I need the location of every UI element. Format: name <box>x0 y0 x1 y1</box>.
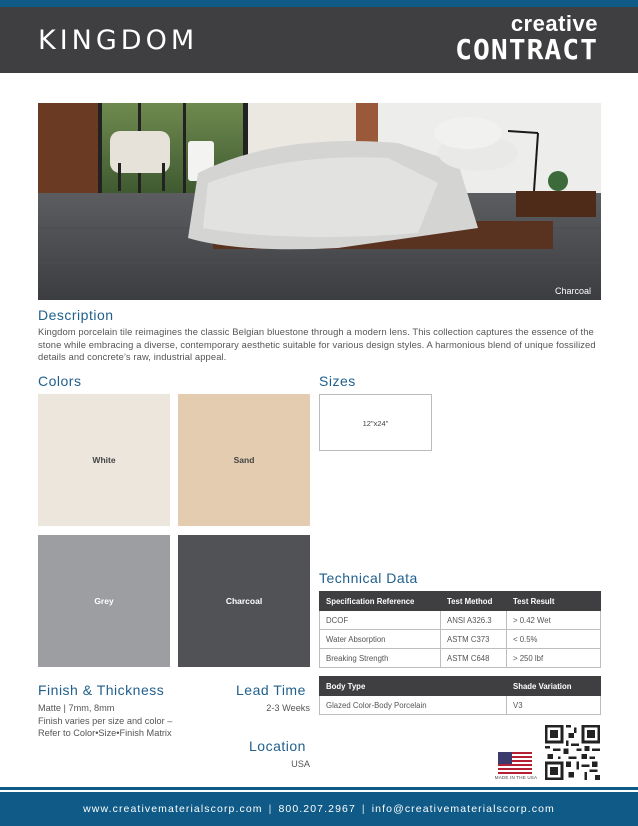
location-heading: Location <box>249 738 306 754</box>
header-bar <box>0 7 638 73</box>
description-text: Kingdom porcelain tile reimagines the classic Belgian bluestone through a modern lens. This collection captures the essence of the stone while embracing a diverse, contemporary aesthetic suitable for various design styles. A harmonious blend of unique fossilized details and concrete’s raw, industrial appeal. <box>38 326 596 363</box>
table-cell: ANSI A326.3 <box>441 611 507 630</box>
sizes-heading: Sizes <box>319 373 356 389</box>
swatch-grey-label: Grey <box>94 596 114 606</box>
table-cell: Water Absorption <box>320 630 441 649</box>
product-title: KINGDOM <box>38 25 199 56</box>
finish-heading: Finish & Thickness <box>38 682 165 698</box>
bedroom-scene-illustration <box>38 103 601 300</box>
made-in-usa-label: MADE IN THE USA <box>494 775 538 780</box>
swatch-white-label: White <box>92 455 116 465</box>
colors-heading: Colors <box>38 373 82 389</box>
table-cell: < 0.5% <box>507 630 601 649</box>
finish-text <box>38 702 228 740</box>
brand-logo-top: creative <box>510 11 598 36</box>
footer-email-link[interactable]: info@creativematerialscorp.com <box>371 803 555 815</box>
description-heading: Description <box>38 307 114 323</box>
swatch-grey[interactable] <box>38 535 170 667</box>
table-header-cell: Shade Variation <box>507 677 601 696</box>
size-option-12x24[interactable] <box>319 394 432 451</box>
table-cell: Breaking Strength <box>320 649 441 668</box>
table-row <box>320 649 601 668</box>
hero-room-image <box>38 103 601 300</box>
technical-data-table <box>319 591 601 668</box>
footer-accent-line <box>0 787 638 790</box>
table-row <box>320 630 601 649</box>
top-accent-stripe <box>0 0 638 7</box>
lead-time-value: 2-3 Weeks <box>266 703 310 713</box>
table-cell: ASTM C648 <box>441 649 507 668</box>
finish-line-2: Finish varies per size and color – <box>38 715 173 726</box>
footer-phone-link[interactable]: 800.207.2967 <box>278 803 356 815</box>
table-header-row <box>320 677 601 696</box>
table-header-cell: Body Type <box>320 677 507 696</box>
table-row <box>320 611 601 630</box>
footer-separator: | <box>268 803 273 815</box>
body-type-table <box>319 676 601 715</box>
footer-website-link[interactable]: www.creativematerialscorp.com <box>83 803 263 815</box>
table-cell: > 250 lbf <box>507 649 601 668</box>
swatch-sand[interactable] <box>178 394 310 526</box>
table-cell: > 0.42 Wet <box>507 611 601 630</box>
table-cell: DCOF <box>320 611 441 630</box>
finish-line-3: Refer to Color•Size•Finish Matrix <box>38 728 172 738</box>
table-cell: V3 <box>507 696 601 715</box>
table-header-cell: Test Method <box>441 592 507 611</box>
swatch-charcoal[interactable] <box>178 535 310 667</box>
table-row <box>320 696 601 715</box>
table-header-row <box>320 592 601 611</box>
location-value: USA <box>291 759 310 769</box>
swatch-sand-label: Sand <box>233 455 255 465</box>
footer-separator: | <box>361 803 366 815</box>
swatch-white[interactable] <box>38 394 170 526</box>
swatch-charcoal-label: Charcoal <box>225 596 263 606</box>
table-cell: ASTM C373 <box>441 630 507 649</box>
hero-caption: Charcoal <box>554 286 591 296</box>
footer-bar <box>0 792 638 826</box>
technical-data-heading: Technical Data <box>319 570 418 586</box>
usa-flag-icon <box>498 752 532 776</box>
table-cell: Glazed Color-Body Porcelain <box>320 696 507 715</box>
table-header-cell: Specification Reference <box>320 592 441 611</box>
size-label: 12"x24" <box>362 419 389 428</box>
table-header-cell: Test Result <box>507 592 601 611</box>
brand-logo-bottom: CONTRACT <box>455 33 598 66</box>
lead-time-heading: Lead Time <box>236 682 306 698</box>
brand-logo <box>455 13 598 64</box>
finish-line-1: Matte | 7mm, 8mm <box>38 703 115 713</box>
qr-code-icon[interactable] <box>545 725 600 780</box>
